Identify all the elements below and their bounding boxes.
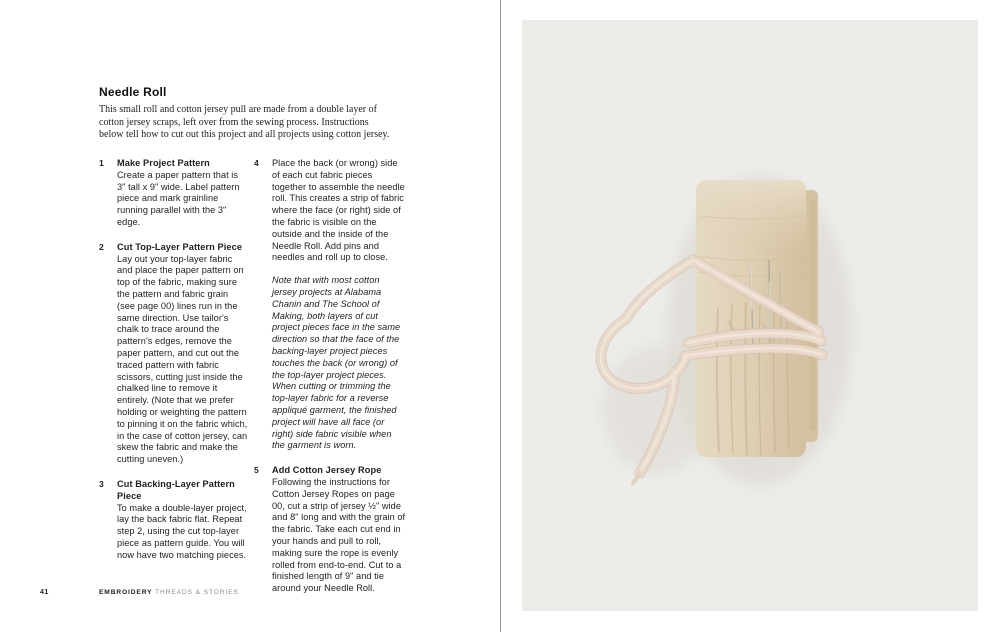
step-number: 5 [254,465,259,476]
step-body [117,479,248,562]
step-heading: Make Project Pattern [117,158,210,168]
footer-book-subtitle: THREADS & STORIES [155,589,239,596]
rope-shadow [602,345,712,475]
footer-book-title: EMBROIDERY [99,589,153,596]
step-text: Following the instructions for Cotton Jersey Ropes on page 00, cut a strip of jersey ½" wide and 8" long and with the grain of the fabric. Take each cut end in your hands and pull to roll, making sure the rope is evenly rolled from end-to-end. Cut to a finished length of 9" and tie around your Needle Roll. [272,476,406,594]
step-body [272,465,406,595]
page-title: Needle Roll [99,85,167,99]
step-number: 3 [99,478,104,489]
step-body [117,158,248,229]
needle-roll-photo [522,20,978,611]
page-footer [0,589,500,603]
step-body [117,242,248,466]
right-page [501,0,999,632]
intro-paragraph: This small roll and cotton jersey pull are made from a double layer of cotton jersey scraps, left over from the sewing process. Instructions below tell how to cut out this project and all projects using cotton jersey. [99,104,390,141]
instruction-step [254,158,406,452]
step-heading: Add Cotton Jersey Rope [272,465,382,476]
needle-roll-illustration [522,20,978,611]
step-text: Place the back (or wrong) side of each cut fabric pieces together to assemble the needle roll. This creates a strip of fabric where the face (or right) side of the fabric is visible on the outside and the inside of the Needle Roll. Add pins and needles and roll up to close. [272,158,405,263]
steps-column-right [254,158,406,608]
instruction-step [254,465,406,595]
step-heading: Cut Backing-Layer Pattern Piece [117,478,235,501]
instruction-step [99,479,248,562]
page-number: 41 [40,589,49,596]
instruction-step [99,158,248,229]
step-text: Lay out your top-layer fabric and place the paper pattern on top of the fabric, making sure the pattern and fabric grain (see page 00) lines run in the same direction. Use tailor's chalk to trace around the pattern's edges, remove the paper pattern, and cut out the traced pattern with fabric scissors, cutting just inside the chalked line to remove it entirely. (Note that we prefer holding or weighting the pattern to pinning it on the fabric which, in the case of cotton jersey, can skew the fabric and make the cutting uneven.) [117,253,248,465]
step-note: Note that with most cotton jersey projects at Alabama Chanin and The School of Making, both layers of cut project pieces face in the same direction so that the face of the backing-layer project pieces touches the back (or wrong) of the top-layer project pieces. When cutting or trimming the top-layer fabric for a reverse appliqué garment, the finished project will have all face (or right) side fabric visible when the garment is worn. [272,275,401,451]
step-text: Create a paper pattern that is 3" tall x 9" wide. Label pattern piece and mark grainline running parallel with the 3" edge. [117,169,240,227]
instruction-step [99,242,248,466]
step-heading: Cut Top-Layer Pattern Piece [117,241,243,252]
running-footer [99,589,239,596]
steps-column-left [99,158,248,575]
step-body [272,158,406,452]
step-text: To make a double-layer project, lay the back fabric flat. Repeat step 2, using the cut top-layer piece as pattern guide. You will now have two matching pieces. [117,502,247,560]
step-number: 4 [254,158,259,168]
step-number: 2 [99,241,104,252]
step-number: 1 [99,158,104,168]
